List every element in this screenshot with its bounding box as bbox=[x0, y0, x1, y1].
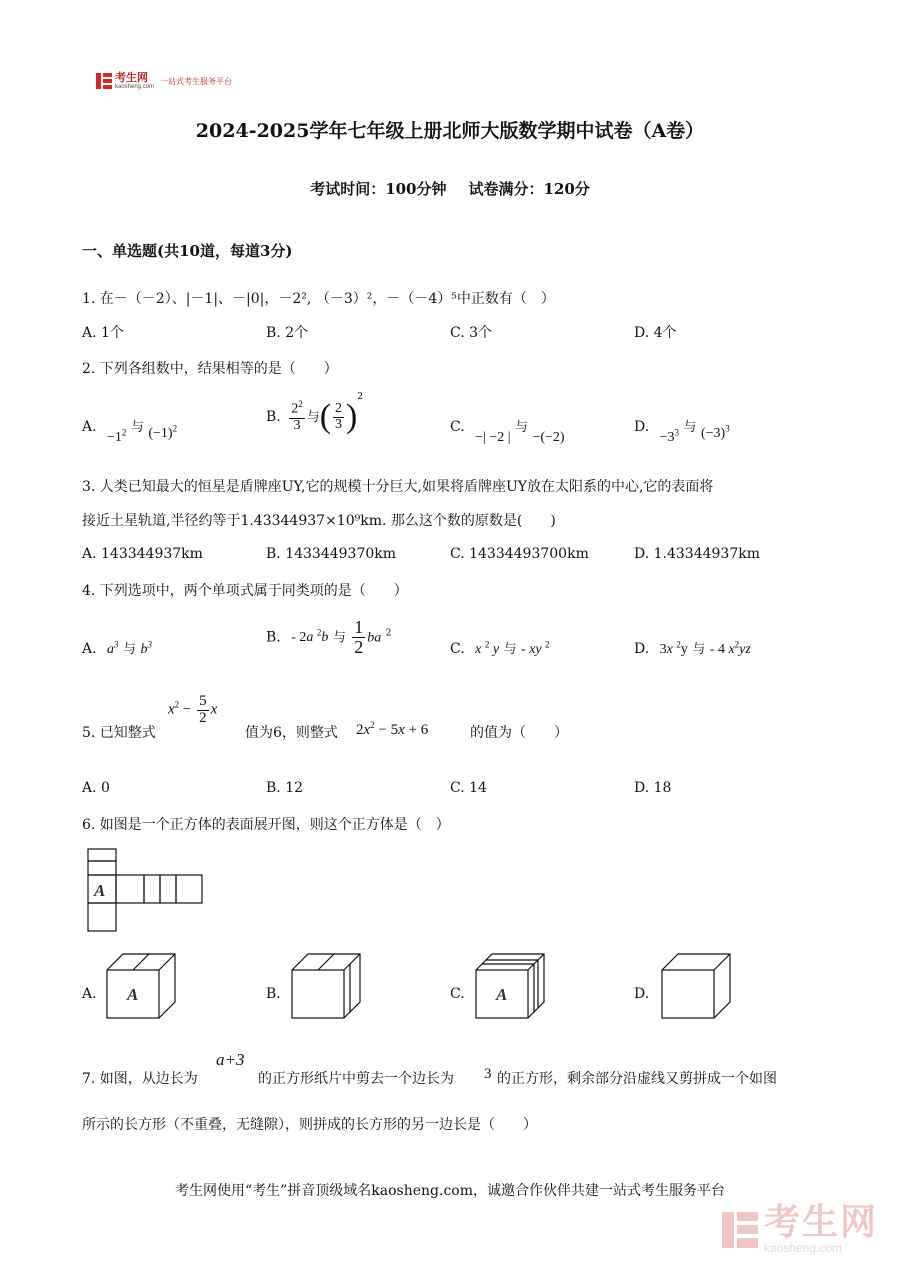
q5-option-a[interactable]: A. 0 bbox=[82, 780, 110, 796]
q2-label-d: D. bbox=[634, 419, 650, 435]
q4-option-a[interactable]: A. $a^3$ 与 $b^3$ bbox=[82, 639, 152, 657]
q3-option-c[interactable]: C. 14334493700km bbox=[450, 546, 589, 562]
q6-label-c[interactable]: C. bbox=[450, 986, 465, 1002]
q5-option-b[interactable]: B. 12 bbox=[266, 780, 304, 796]
q5-expression-1: $x^2$ − $\frac{5}{2}$ x bbox=[168, 693, 218, 726]
q2-yu-a: 与 bbox=[130, 420, 144, 435]
q5-option-d[interactable]: D. 18 bbox=[634, 780, 672, 796]
logo-domain: kaosheng.com bbox=[115, 84, 155, 90]
q2-option-c[interactable]: C. −| −2 | 与 −(−2) bbox=[450, 419, 565, 445]
q4-label-b: B. bbox=[266, 629, 281, 646]
question-3-line1: 3. 人类已知最大的恒星是盾牌座UY,它的规模十分巨大,如果将盾牌座UY放在太阳系的中心,它的表面将 bbox=[82, 479, 714, 495]
svg-text:A: A bbox=[127, 985, 139, 1004]
exam-score: 试卷满分：120分 bbox=[468, 180, 590, 198]
question-5-suffix: 的值为（ ） bbox=[470, 725, 568, 741]
q1-option-a[interactable]: A. 1个 bbox=[82, 325, 124, 341]
q5-expression-2: $2x^2 - 5x + 6$ bbox=[356, 720, 429, 738]
question-4-stem: 4. 下列选项中，两个单项式属于同类项的是（ ） bbox=[82, 583, 408, 599]
q2-yu-c: 与 bbox=[514, 420, 528, 435]
question-7-suffix: 的正方形，剩余部分沿虚线又剪拼成一个如图 bbox=[497, 1071, 777, 1087]
watermark-en: kaosheng.com bbox=[763, 1241, 843, 1255]
q3-option-b[interactable]: B. 1433449370km bbox=[266, 546, 397, 562]
q6-option-d-cube[interactable] bbox=[658, 950, 738, 1022]
q6-option-b-cube[interactable] bbox=[288, 950, 368, 1022]
page-footer: 考生网使用“考生”拼音顶级域名kaosheng.com，诚邀合作伙伴共建一站式考生服务平台 bbox=[174, 1183, 726, 1199]
q4-option-c[interactable]: C. x $^2$ y 与 - xy $^2$ bbox=[450, 639, 550, 657]
q4-label-c: C. bbox=[450, 641, 465, 657]
q3-option-d[interactable]: D. 1.43344937km bbox=[634, 546, 760, 562]
watermark bbox=[720, 1202, 878, 1255]
q2-yu-b: 与 bbox=[306, 410, 320, 425]
watermark-logo-icon bbox=[720, 1210, 760, 1250]
exam-info bbox=[0, 178, 900, 199]
question-5-prefix: 5. 已知整式 bbox=[82, 725, 156, 741]
q2-label-a: A. bbox=[82, 419, 97, 435]
q4-option-d[interactable]: D. 3x $^2$y 与 - 4 $x^2yz$ bbox=[634, 639, 751, 657]
q5-option-c[interactable]: C. 14 bbox=[450, 780, 487, 796]
q4-label-a: A. bbox=[82, 641, 97, 657]
q2-option-d[interactable]: D. $-3^3$ 与 $(-3)^3$ bbox=[634, 419, 730, 445]
q6-label-b[interactable]: B. bbox=[266, 986, 281, 1002]
q2-label-b: B. bbox=[266, 409, 281, 425]
q6-option-a-cube[interactable] bbox=[103, 950, 183, 1022]
question-3-line2: 接近土星轨道,半径约等于1.43344937×10⁹km. 那么这个数的原数是( ) bbox=[82, 513, 556, 529]
section-heading: 一、单选题(共10道，每道3分) bbox=[82, 242, 293, 260]
logo-name: 考生网 bbox=[115, 71, 148, 84]
svg-text:A: A bbox=[496, 985, 508, 1004]
q7-number: 3 bbox=[484, 1066, 492, 1082]
question-7-mid: 的正方形纸片中剪去一个边长为 bbox=[258, 1071, 454, 1087]
q3-option-a[interactable]: A. 143344937km bbox=[82, 546, 203, 562]
q6-option-c-cube[interactable] bbox=[472, 946, 552, 1022]
q7-expression: a+3 bbox=[216, 1050, 245, 1069]
q6-label-d[interactable]: D. bbox=[634, 986, 650, 1002]
q1-option-c[interactable]: C. 3个 bbox=[450, 325, 493, 341]
logo-icon bbox=[96, 73, 112, 89]
q2-option-a[interactable]: A. $-1^2$ 与 $(-1)^2$ bbox=[82, 419, 178, 445]
logo-slogan: 一站式考生服务平台 bbox=[160, 76, 233, 86]
q6-label-a[interactable]: A. bbox=[82, 986, 97, 1002]
q2-yu-d: 与 bbox=[683, 420, 697, 435]
q4-label-d: D. bbox=[634, 641, 650, 657]
cube-net-figure bbox=[84, 845, 208, 935]
question-2-stem: 2. 下列各组数中，结果相等的是（ ） bbox=[82, 361, 338, 377]
q2-option-b[interactable]: B. $\frac{2^2}{3}$ 与( $\frac{2}{3}$ )$^2$ bbox=[266, 392, 364, 435]
q4-option-b[interactable]: B. - 2a $^2$b 与 $\frac{1}{2}$ ba $^2$ bbox=[266, 617, 392, 657]
q1-option-b[interactable]: B. 2个 bbox=[266, 325, 309, 341]
page-title: 2024-2025学年七年级上册北师大版数学期中试卷（A卷） bbox=[195, 120, 705, 142]
question-7-prefix: 7. 如图，从边长为 bbox=[82, 1071, 198, 1087]
exam-time: 考试时间：100分钟 bbox=[310, 180, 447, 198]
q1-option-d[interactable]: D. 4个 bbox=[634, 325, 677, 341]
q2-label-c: C. bbox=[450, 419, 465, 435]
net-face-letter: A bbox=[94, 881, 106, 900]
question-7-line2: 所示的长方形（不重叠，无缝隙），则拼成的长方形的另一边长是（ ） bbox=[82, 1117, 537, 1133]
watermark-cn: 考生网 bbox=[763, 1202, 878, 1243]
question-6-stem: 6. 如图是一个正方体的表面展开图，则这个正方体是（ ） bbox=[82, 817, 450, 833]
question-1-stem: 1. 在－（－2）、|－1|、－|0|，－2², （－3）²，－（－4）⁵中正数有（ ） bbox=[82, 291, 555, 307]
site-logo[interactable] bbox=[96, 72, 232, 90]
question-5-mid: 值为6，则整式 bbox=[245, 725, 338, 741]
